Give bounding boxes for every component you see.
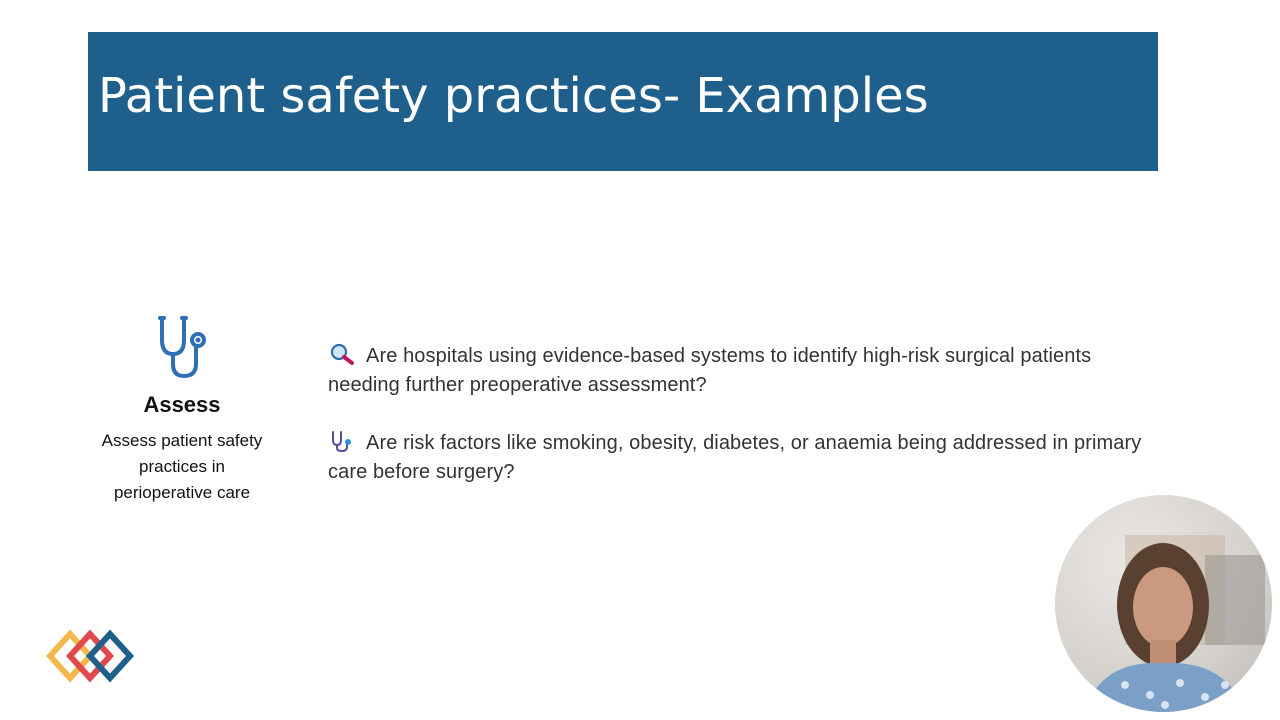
assess-description — [80, 428, 284, 506]
assess-description-line: Assess patient safety — [101, 431, 263, 450]
interlocking-diamonds-logo — [46, 628, 136, 688]
slide-title: Patient safety practices- Examples — [98, 68, 929, 124]
magnifier-icon — [328, 343, 356, 365]
bullet-item — [328, 429, 1148, 487]
assess-description-line: practices in — [139, 457, 225, 476]
bullet-text: Are risk factors like smoking, obesity, diabetes, or anaemia being addressed in primary care before surgery? — [328, 432, 1142, 483]
title-band — [88, 32, 1158, 171]
stethoscope-icon — [152, 312, 214, 382]
assess-heading: Assess — [143, 392, 221, 417]
presenter-figure — [1055, 495, 1272, 712]
bullet-text: Are hospitals using evidence-based systems to identify high-risk surgical patients needing further preoperative assessment? — [328, 345, 1092, 396]
assess-description-line: perioperative care — [113, 483, 251, 502]
bullet-list — [328, 342, 1148, 487]
stethoscope-icon — [328, 430, 356, 452]
presenter-video — [1055, 495, 1272, 712]
bullet-item — [328, 342, 1148, 400]
